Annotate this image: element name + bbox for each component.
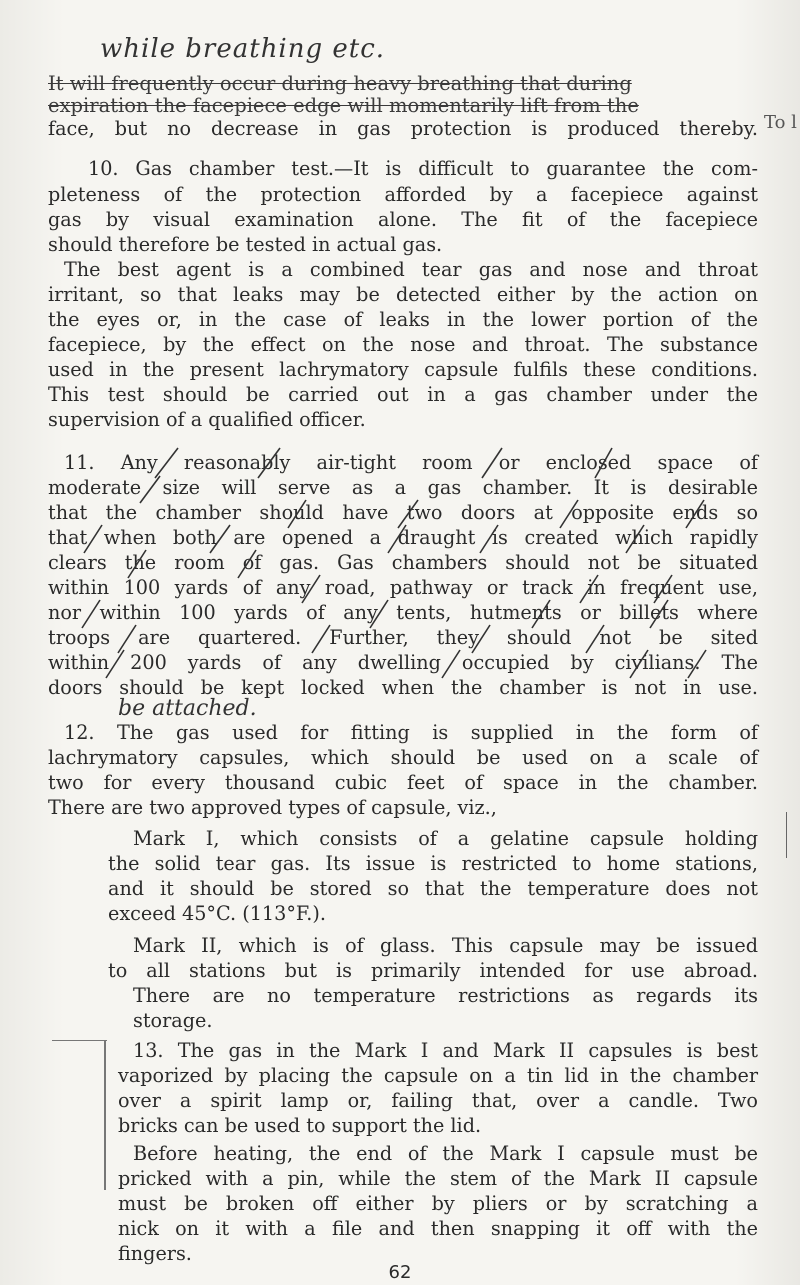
- page-number: 62: [388, 1262, 412, 1283]
- section10-line-8: facepiece, by the effect on the nose and throat. The substance: [48, 333, 758, 356]
- section13-line-4: bricks can be used to support the lid.: [118, 1114, 482, 1137]
- section10-line-4: should therefore be tested in actual gas.: [48, 233, 443, 256]
- section12-line-4: There are two approved types of capsule, viz.,: [48, 796, 497, 819]
- section13-line-3: over a spirit lamp or, failing that, over a candle. Two: [118, 1089, 758, 1112]
- section13-line-8: nick on it with a file and then snapping it off with the: [118, 1217, 758, 1240]
- section11-line-2: moderate size will serve as a gas chamber. It is desirable: [48, 476, 758, 499]
- section13-line-9: fingers.: [118, 1242, 192, 1265]
- section11-line-1: 11. Any reasonably air-tight room or enclosed space of: [64, 451, 758, 474]
- section10-line-3: gas by visual examination alone. The fit of the facepiece: [48, 208, 758, 231]
- section11-line-9: within 200 yards of any dwelling occupied by civilians. The: [48, 651, 758, 674]
- section11-line-3: that the chamber should have two doors at opposite ends so: [48, 501, 758, 524]
- section11-line-5: clears the room of gas. Gas chambers should not be situated: [48, 551, 758, 574]
- handwritten-note: be attached.: [118, 696, 257, 721]
- section10-line-7: the eyes or, in the case of leaks in the lower portion of the: [48, 308, 758, 331]
- mark2-line-2: to all stations but is primarily intended for use abroad.: [108, 959, 758, 982]
- section13-line-5: Before heating, the end of the Mark I capsule must be: [133, 1142, 758, 1165]
- mark1-line-1: Mark I, which consists of a gelatine capsule holding: [133, 827, 758, 850]
- section13-line-1: 13. The gas in the Mark I and Mark II capsules is best: [133, 1039, 758, 1062]
- mark2-line-1: Mark II, which is of glass. This capsule may be issued: [133, 934, 758, 957]
- section11-line-7: nor within 100 yards of any tents, hutments or billets where: [48, 601, 758, 624]
- section11-line-4: that when both are opened a draught is created which rapidly: [48, 526, 758, 549]
- section11-line-8: troops are quartered. Further, they should not be sited: [48, 626, 758, 649]
- section10-line-2: pleteness of the protection afforded by a facepiece against: [48, 183, 758, 206]
- section12-line-3: two for every thousand cubic feet of space in the chamber.: [48, 771, 758, 794]
- section11-line-10: doors should be kept locked when the chamber is not in use.: [48, 676, 758, 699]
- struck-line-1: It will frequently occur during heavy breathing that during: [48, 72, 632, 95]
- margin-bracket: [104, 1040, 106, 1190]
- section11-line-6: within 100 yards of any road, pathway or track in frequent use,: [48, 576, 758, 599]
- edge-mark: [786, 812, 787, 858]
- section10-line-9: used in the present lachrymatory capsule fulfils these conditions.: [48, 358, 758, 381]
- section13-line-6: pricked with a pin, while the stem of the Mark II capsule: [118, 1167, 758, 1190]
- section12-line-2: lachrymatory capsules, which should be used on a scale of: [48, 746, 758, 769]
- margin-bracket-tick: [52, 1040, 107, 1041]
- mark1-line-2: the solid tear gas. Its issue is restricted to home stations,: [108, 852, 758, 875]
- mark1-line-4: exceed 45°C. (113°F.).: [108, 902, 326, 925]
- intro-line: face, but no decrease in gas protection is produced thereby.: [48, 117, 758, 140]
- section10-line-6: irritant, so that leaks may be detected either by the action on: [48, 283, 758, 306]
- section13-line-2: vaporized by placing the capsule on a tin lid in the chamber: [118, 1064, 758, 1087]
- section10-line-11: supervision of a qualified officer.: [48, 408, 366, 431]
- mark1-line-3: and it should be stored so that the temperature does not: [108, 877, 758, 900]
- section10-line-5: The best agent is a combined tear gas and nose and throat: [64, 258, 758, 281]
- struck-line-2: expiration the facepiece edge will momentarily lift from the: [48, 94, 639, 117]
- mark2-line-4: storage.: [133, 1009, 213, 1032]
- section12-line-1: 12. The gas used for fitting is supplied in the form of: [64, 721, 758, 744]
- mark2-line-3: There are no temperature restrictions as regards its: [133, 984, 758, 1007]
- handwritten-header: while breathing etc.: [100, 34, 386, 64]
- section10-line-10: This test should be carried out in a gas chamber under the: [48, 383, 758, 406]
- section10-line-1: 10. Gas chamber test.—It is difficult to guarantee the com-: [88, 157, 758, 180]
- margin-tag: To l: [764, 112, 797, 133]
- section13-line-7: must be broken off either by pliers or by scratching a: [118, 1192, 758, 1215]
